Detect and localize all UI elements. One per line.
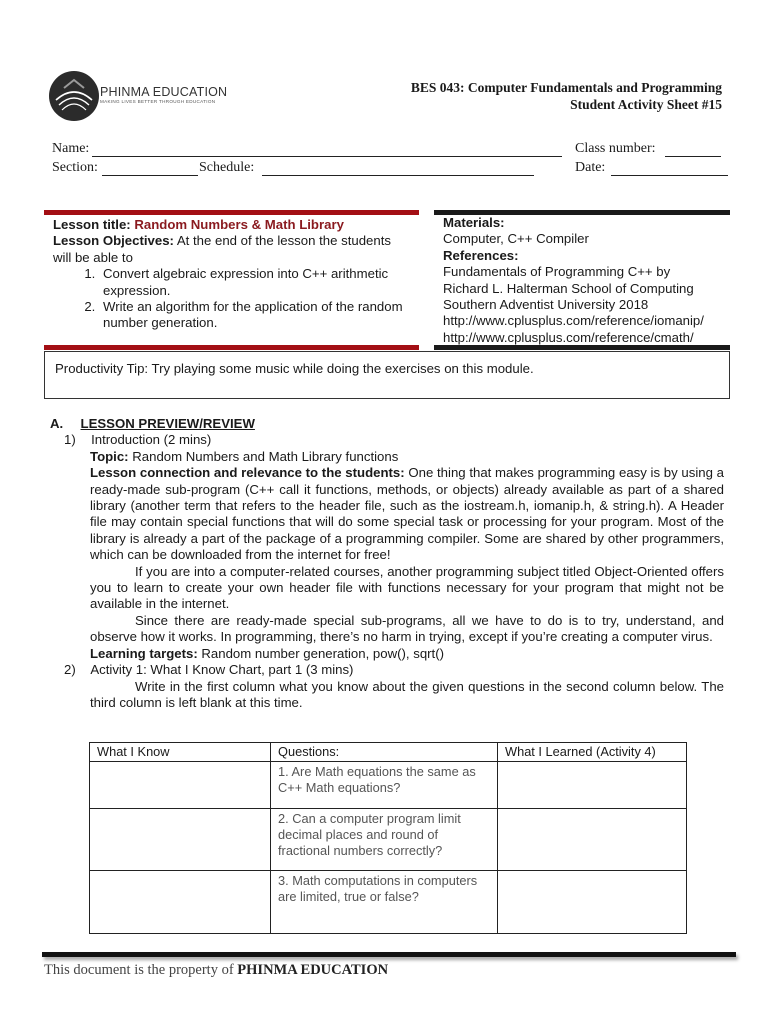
know-cell[interactable] <box>90 809 271 871</box>
item2-title: Activity 1: What I Know Chart, part 1 (3 mins) <box>90 662 354 678</box>
date-field[interactable] <box>611 175 728 176</box>
item1-title: Introduction (2 mins) <box>91 432 212 448</box>
brand-tagline: MAKING LIVES BETTER THROUGH EDUCATION <box>100 99 216 104</box>
objectives-label: Lesson Objectives: <box>53 233 174 249</box>
materials-info <box>443 215 733 346</box>
footer-owner: PHINMA EDUCATION <box>237 962 389 978</box>
learned-cell[interactable] <box>498 762 687 809</box>
reference-link[interactable]: http://www.cplusplus.com/reference/cmath/ <box>443 329 694 345</box>
item2-instructions: Write in the first column what you know about the given questions in the second column below. The third column is left blank at this time. <box>90 678 724 710</box>
materials-label: Materials: <box>443 215 505 230</box>
targets-value: Random number generation, pow(), sqrt() <box>201 645 445 661</box>
table-row <box>90 871 687 934</box>
objectives-intro: At the end of the lesson the students will be able to <box>53 233 391 265</box>
item2-number: 2) <box>64 662 76 678</box>
item1-number: 1) <box>64 432 76 448</box>
targets-label: Learning targets: <box>90 645 198 661</box>
table-row <box>90 762 687 809</box>
know-cell[interactable] <box>90 762 271 809</box>
learned-cell[interactable] <box>498 809 687 871</box>
table-row <box>90 809 687 871</box>
lesson-info <box>53 217 409 332</box>
connection-label: Lesson connection and relevance to the students: <box>90 465 405 481</box>
section-label: Section: <box>52 160 98 175</box>
brand-name: PHINMA EDUCATION <box>100 85 228 99</box>
question-cell: 2. Can a computer program limit decimal places and round of fractional numbers correctly? <box>271 809 498 871</box>
know-cell[interactable] <box>90 871 271 934</box>
section-a-prefix: A. <box>50 416 64 431</box>
course-header <box>411 79 722 113</box>
connection-text: One thing that makes programming easy is by using a ready-made sub-program (C++ call it functions, methods, or objects) already available as part of a shared library (another term that refers to the header file, such as the iostream.h, iomanip.h, & string.h). A Header file may contain special functions that will do some special task or processing for your program. Most of the library is already a part of the package of a programming compiler. Some are shared by other programmers, which can be downloaded from the internet for free! <box>90 465 724 563</box>
materials-value: Computer, C++ Compiler <box>443 231 589 247</box>
section-a-heading: LESSON PREVIEW/REVIEW <box>80 416 255 431</box>
column-header-questions: Questions: <box>271 743 498 762</box>
brand-block <box>100 86 227 105</box>
course-title: BES 043: Computer Fundamentals and Programming <box>410 80 722 95</box>
question-cell: 1. Are Math equations the same as C++ Math equations? <box>271 762 498 809</box>
productivity-tip: Productivity Tip: Try playing some music while doing the exercises on this module. <box>55 361 534 376</box>
objective-item: 2. Write an algorithm for the application of the random number generation. <box>99 299 409 332</box>
question-cell: 3. Math computations in computers are limited, true or false? <box>271 871 498 934</box>
name-field[interactable] <box>92 156 562 157</box>
footer-divider <box>42 952 736 957</box>
column-header-learned: What I Learned (Activity 4) <box>498 743 687 762</box>
lesson-bottom-bar <box>44 345 419 350</box>
reference-line: Fundamentals of Programming C++ by <box>443 264 671 280</box>
topic-value: Random Numbers and Math Library functions <box>132 448 399 464</box>
name-label: Name: <box>52 141 90 156</box>
objectives-list <box>53 266 409 332</box>
lesson-preview-section <box>50 416 724 711</box>
productivity-tip-box <box>44 351 730 399</box>
topic-label: Topic: <box>90 448 129 464</box>
paragraph-2: If you are into a computer-related courses, another programming subject titled Object-Oriented offers you to learn to create your own header file with functions necessary for your program that might not be available in the internet. <box>90 563 724 612</box>
lesson-top-bar <box>44 210 419 215</box>
table-header-row <box>90 743 687 762</box>
column-header-know: What I Know <box>90 743 271 762</box>
reference-line: Southern Adventist University 2018 <box>443 297 649 313</box>
lesson-title: Random Numbers & Math Library <box>134 217 344 232</box>
class-number-label: Class number: <box>575 141 656 156</box>
class-number-field[interactable] <box>665 156 721 157</box>
date-label: Date: <box>575 160 606 175</box>
paragraph-3: Since there are ready-made special sub-programs, all we have to do is to try, understand, and observe how it works. In programming, there’s no harm in trying, except if you’re creating a computer virus. <box>90 612 724 645</box>
references-label: References: <box>443 247 519 263</box>
reference-link[interactable]: http://www.cplusplus.com/reference/iomanip/ <box>443 313 704 329</box>
schedule-label: Schedule: <box>199 160 255 175</box>
section-field[interactable] <box>102 175 198 176</box>
objective-item: 1. Convert algebraic expression into C++ arithmetic expression. <box>99 266 409 299</box>
lesson-title-label: Lesson title: <box>53 217 131 232</box>
sheet-title: Student Activity Sheet #15 <box>570 97 722 112</box>
reference-line: Richard L. Halterman School of Computing <box>443 280 694 296</box>
schedule-field[interactable] <box>262 175 534 176</box>
learned-cell[interactable] <box>498 871 687 934</box>
footer <box>44 962 388 979</box>
footer-prefix: This document is the property of <box>44 962 234 978</box>
what-i-know-chart <box>89 742 687 934</box>
